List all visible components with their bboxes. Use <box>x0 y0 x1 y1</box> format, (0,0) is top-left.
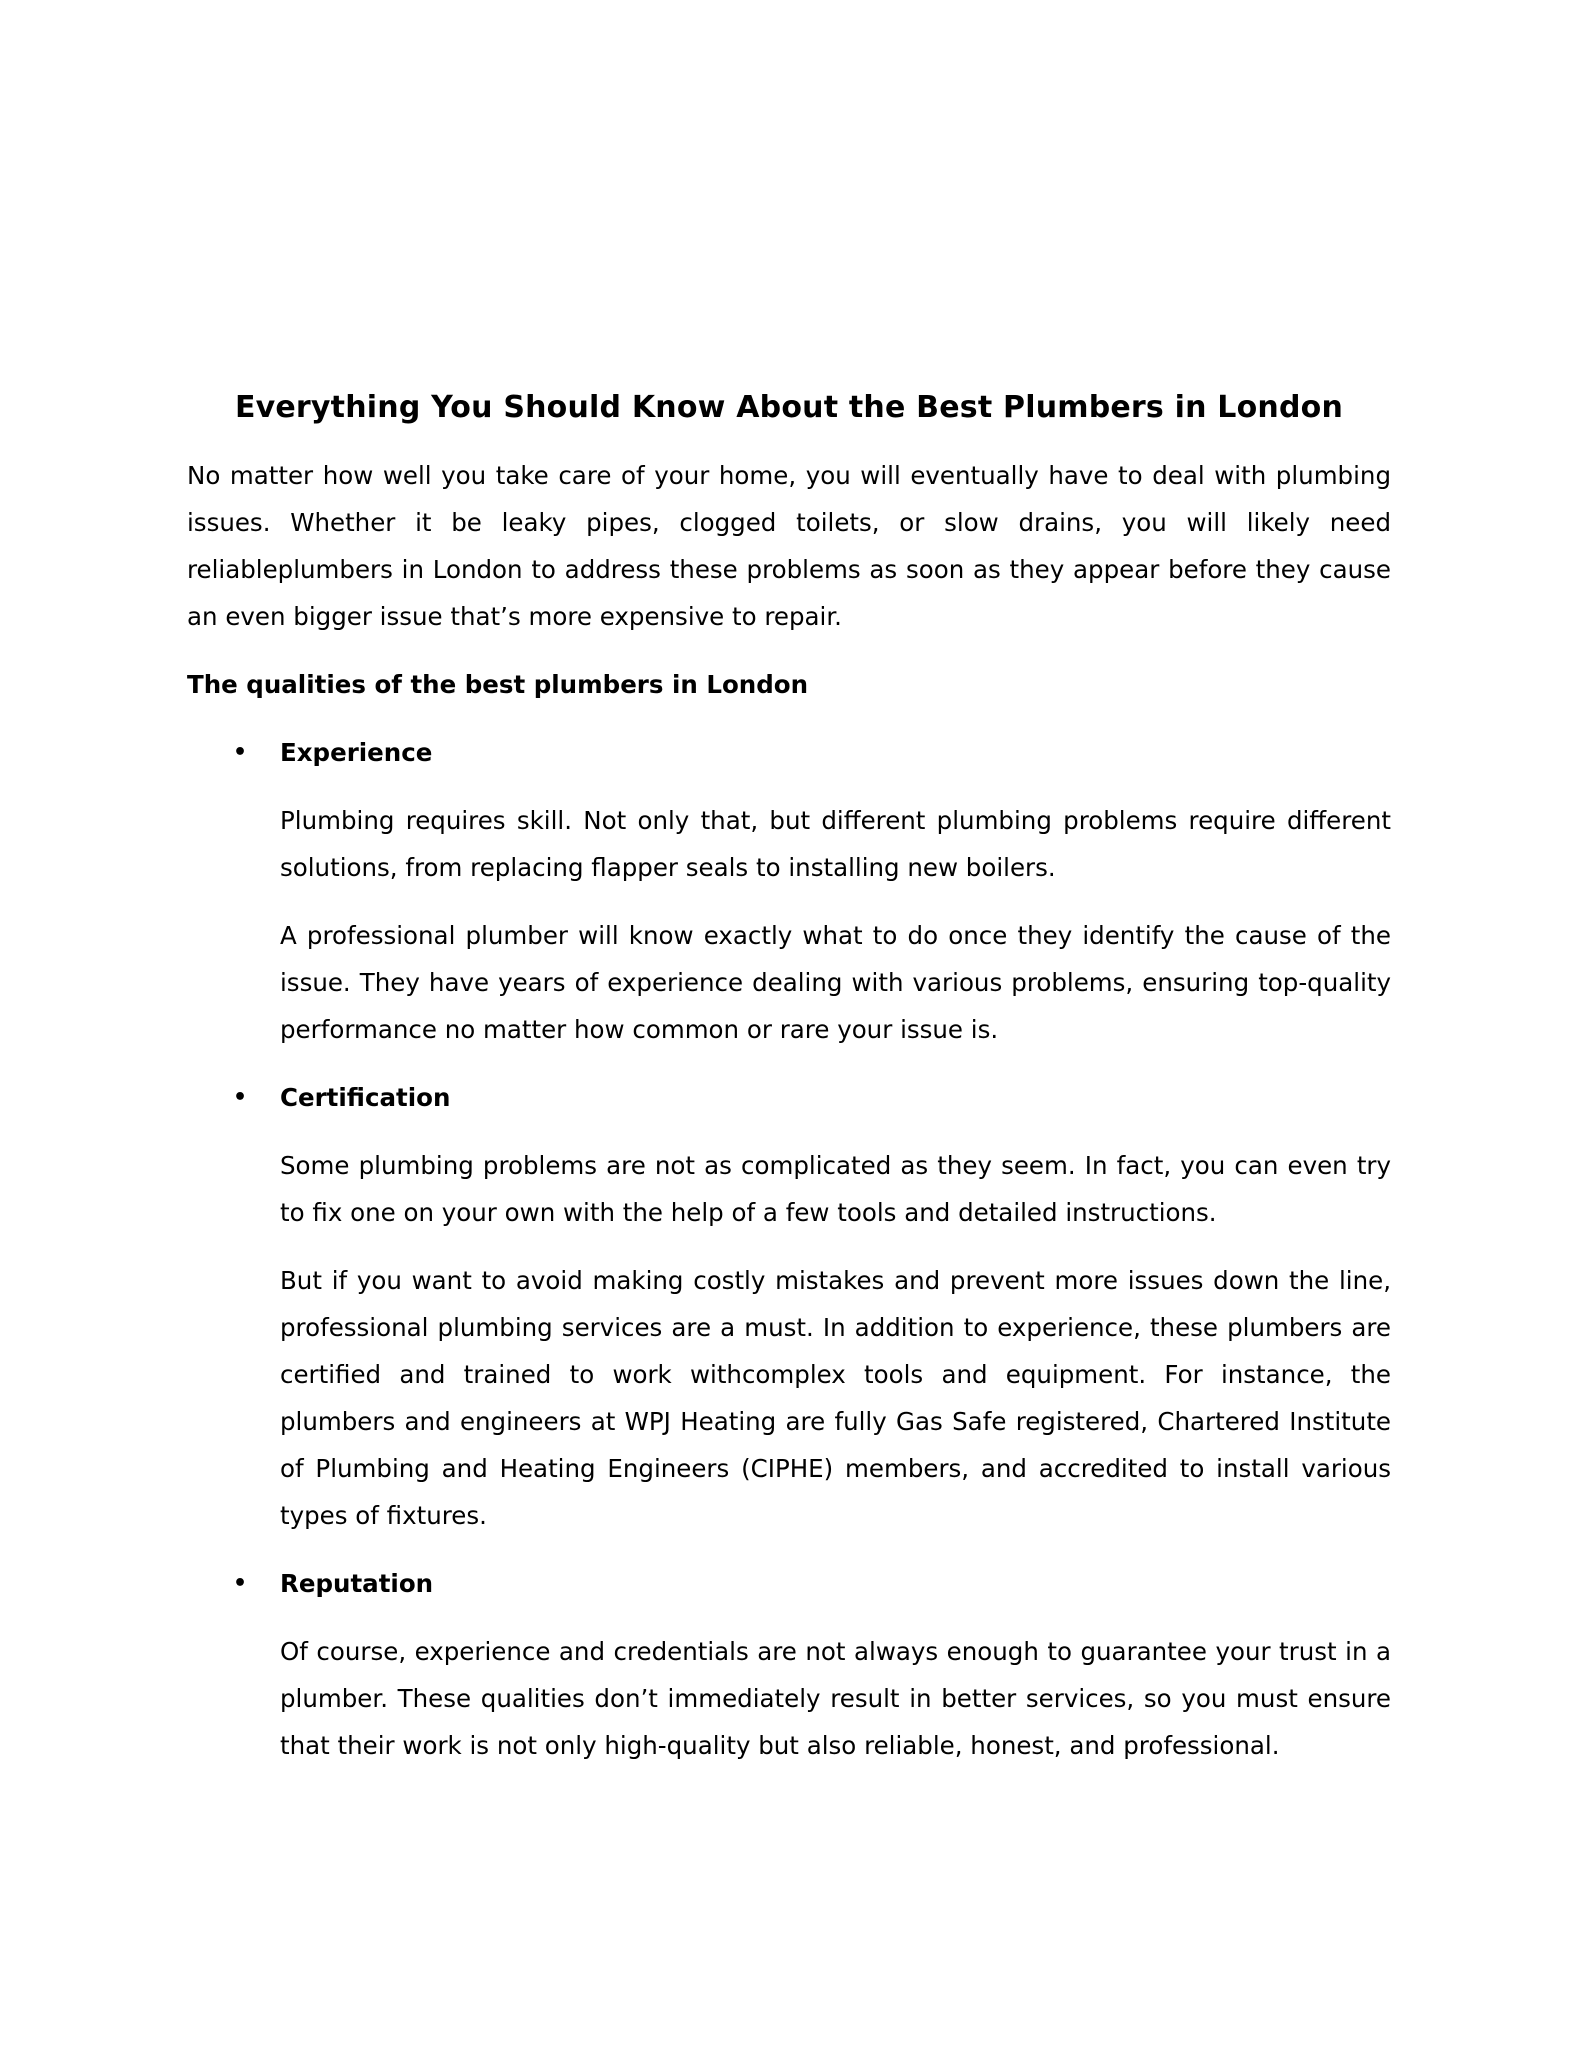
certification-paragraph-1: Some plumbing problems are not as complicated as they seem. In fact, you can even try to fix one on your own with the help of a few tools and detailed instructions. <box>280 1151 1391 1227</box>
reputation-paragraph-1: Of course, experience and credentials are not always enough to guarantee your trust in a plumber. These qualities don’t immediately result in better services, so you must ensure that their work is not only high-quality but also reliable, honest, and professional. <box>280 1637 1391 1760</box>
certification-paragraph-2: But if you want to avoid making costly mistakes and prevent more issues down the line, professional plumbing services are a must. In addition to experience, these plumbers are certified and trained to work withcomplex tools and equipment. For instance, the plumbers and engineers at WPJ Heating are fully Gas Safe registered, Chartered Institute of Plumbing and Heating Engineers (CIPHE) members, and accredited to install various types of fixtures. <box>280 1266 1391 1530</box>
list-item-head <box>187 729 1391 776</box>
list-item-certification <box>187 1074 1391 1539</box>
list-item-head <box>187 1560 1391 1607</box>
list-item-head <box>187 1074 1391 1121</box>
intro-paragraph: No matter how well you take care of your home, you will eventually have to deal with plumbing issues. Whether it be leaky pipes, clogged toilets, or slow drains, you will likely need reliableplumbers in London to address these problems as soon as they appear before they cause an even bigger issue that’s more expensive to repair. <box>187 461 1391 631</box>
item-heading-experience: Experience <box>280 738 433 767</box>
item-heading-certification: Certification <box>280 1083 451 1112</box>
experience-paragraph-1: Plumbing requires skill. Not only that, but different plumbing problems require different solutions, from replacing flapper seals to installing new boilers. <box>280 806 1391 882</box>
document-title: Everything You Should Know About the Best Plumbers in London <box>234 390 1344 425</box>
experience-paragraph-2: A professional plumber will know exactly what to do once they identify the cause of the issue. They have years of experience dealing with various problems, ensuring top-quality performance no matter how common or rare your issue is. <box>280 921 1391 1044</box>
bullet-icon: • <box>233 1085 248 1110</box>
item-heading-reputation: Reputation <box>280 1569 434 1598</box>
document-body <box>187 378 1391 1769</box>
list-item-experience <box>187 729 1391 1053</box>
bullet-icon: • <box>233 1571 248 1596</box>
bullet-icon: • <box>233 740 248 765</box>
section-heading: The qualities of the best plumbers in London <box>187 670 809 699</box>
list-item-reputation <box>187 1560 1391 1769</box>
